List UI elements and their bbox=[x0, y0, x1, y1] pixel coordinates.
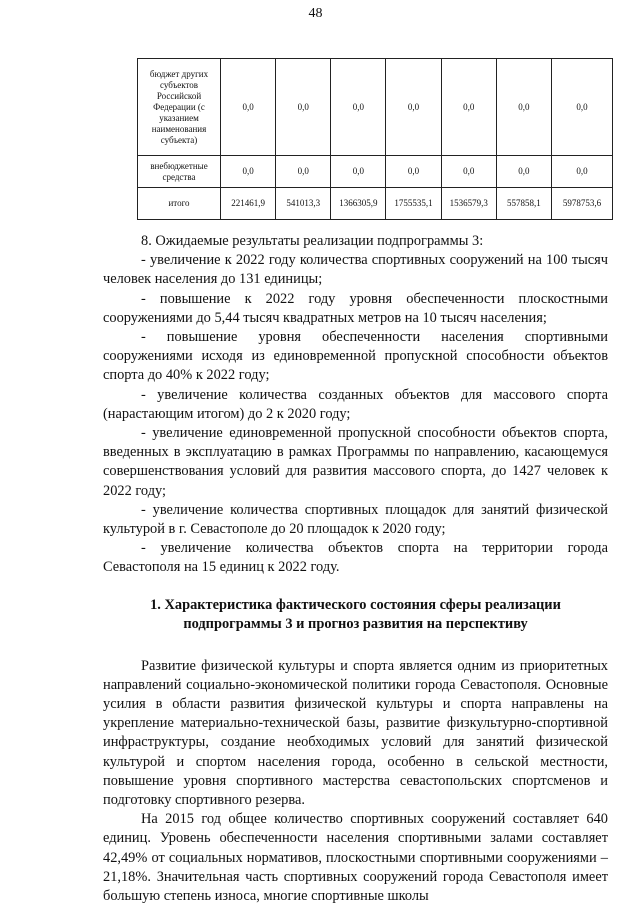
section-heading: 1. Характеристика фактического состояния сферы реализации подпрограммы 3 и прогноз развития на перспективу bbox=[150, 596, 561, 632]
table-cell: 0,0 bbox=[496, 59, 551, 156]
table-cell: 221461,9 bbox=[221, 188, 276, 220]
table-cell: 0,0 bbox=[331, 156, 386, 188]
table-cell: 0,0 bbox=[441, 156, 496, 188]
section-paragraph: Развитие физической культуры и спорта является одним из приоритетных направлений социально-экономической политики города Севастополя. Основные усилия в области развития физической культуры и спорта направлены на укрепление материально-технической базы, развитие физкультурно-спортивной инфраструктуры, создание необходимых условий для занятий физической культурой и спортом населения города, особенно в сельской местности, повышение уровня спортивного мастерства севастопольских спортсменов и подготовку спортивного резерва. bbox=[103, 657, 608, 809]
table-cell: 1536579,3 bbox=[441, 188, 496, 220]
table-cell: 0,0 bbox=[221, 59, 276, 156]
table-cell: 0,0 bbox=[221, 156, 276, 188]
table-cell: 0,0 bbox=[441, 59, 496, 156]
table-cell: 1366305,9 bbox=[331, 188, 386, 220]
table-cell: 0,0 bbox=[386, 59, 441, 156]
table-cell: 0,0 bbox=[496, 156, 551, 188]
result-item: - увеличение количества объектов спорта на территории города Севастополя на 15 единиц к 2022 году. bbox=[103, 540, 608, 576]
table-cell: 5978753,6 bbox=[552, 188, 613, 220]
table-cell: 0,0 bbox=[386, 156, 441, 188]
result-item: - увеличение к 2022 году количества спортивных сооружений на 100 тысяч человек населения до 131 единицы; bbox=[103, 252, 608, 288]
row-label: внебюджетные средства bbox=[138, 156, 221, 188]
result-item: - увеличение количества спортивных площадок для занятий физической культурой в г. Севастополе до 20 площадок к 2020 году; bbox=[103, 501, 608, 538]
table-cell: 0,0 bbox=[331, 59, 386, 156]
results-title: 8. Ожидаемые результаты реализации подпрограммы 3: bbox=[141, 233, 484, 249]
table-cell: 1755535,1 bbox=[386, 188, 441, 220]
table-cell: 0,0 bbox=[276, 156, 331, 188]
table-cell: 0,0 bbox=[276, 59, 331, 156]
table-cell: 0,0 bbox=[552, 156, 613, 188]
result-item: - повышение уровня обеспеченности населения спортивными сооружениями исходя из единовременной пропускной способности объектов спорта до 40% к 2022 году; bbox=[103, 329, 608, 384]
table-cell: 541013,3 bbox=[276, 188, 331, 220]
result-item: - увеличение количества созданных объектов для массового спорта (нарастающим итогом) до 2 к 2020 году; bbox=[103, 386, 608, 422]
result-item: - увеличение единовременной пропускной способности объектов спорта, введенных в эксплуатацию в рамках Программы по направлению, касающемуся совершенствования условий для развития массового спорта, до 1427 человек к 2022 году; bbox=[103, 425, 608, 499]
budget-table bbox=[137, 58, 613, 220]
result-item: - повышение к 2022 году уровня обеспеченности плоскостными сооружениями до 5,44 тысяч квадратных метров на 10 тысяч населения; bbox=[103, 290, 608, 326]
table-cell: 0,0 bbox=[552, 59, 613, 156]
table-row bbox=[138, 188, 613, 220]
document-body bbox=[103, 232, 608, 906]
page-number: 48 bbox=[308, 6, 323, 21]
row-label: бюджет других субъектов Российской Федерации (с указанием наименования субъекта) bbox=[138, 59, 221, 156]
table-row bbox=[138, 59, 613, 156]
section-paragraph: На 2015 год общее количество спортивных сооружений составляет 640 единиц. Уровень обеспеченности населения спортивными залами составляет 42,49% от социальных нормативов, плоскостными спортивными сооружениями – 21,18%. Значительная часть спортивных сооружений города Севастополя имеет большую степень износа, многие спортивные школы bbox=[103, 811, 608, 905]
table-row bbox=[138, 156, 613, 188]
row-label: итого bbox=[138, 188, 221, 220]
table-cell: 557858,1 bbox=[496, 188, 551, 220]
